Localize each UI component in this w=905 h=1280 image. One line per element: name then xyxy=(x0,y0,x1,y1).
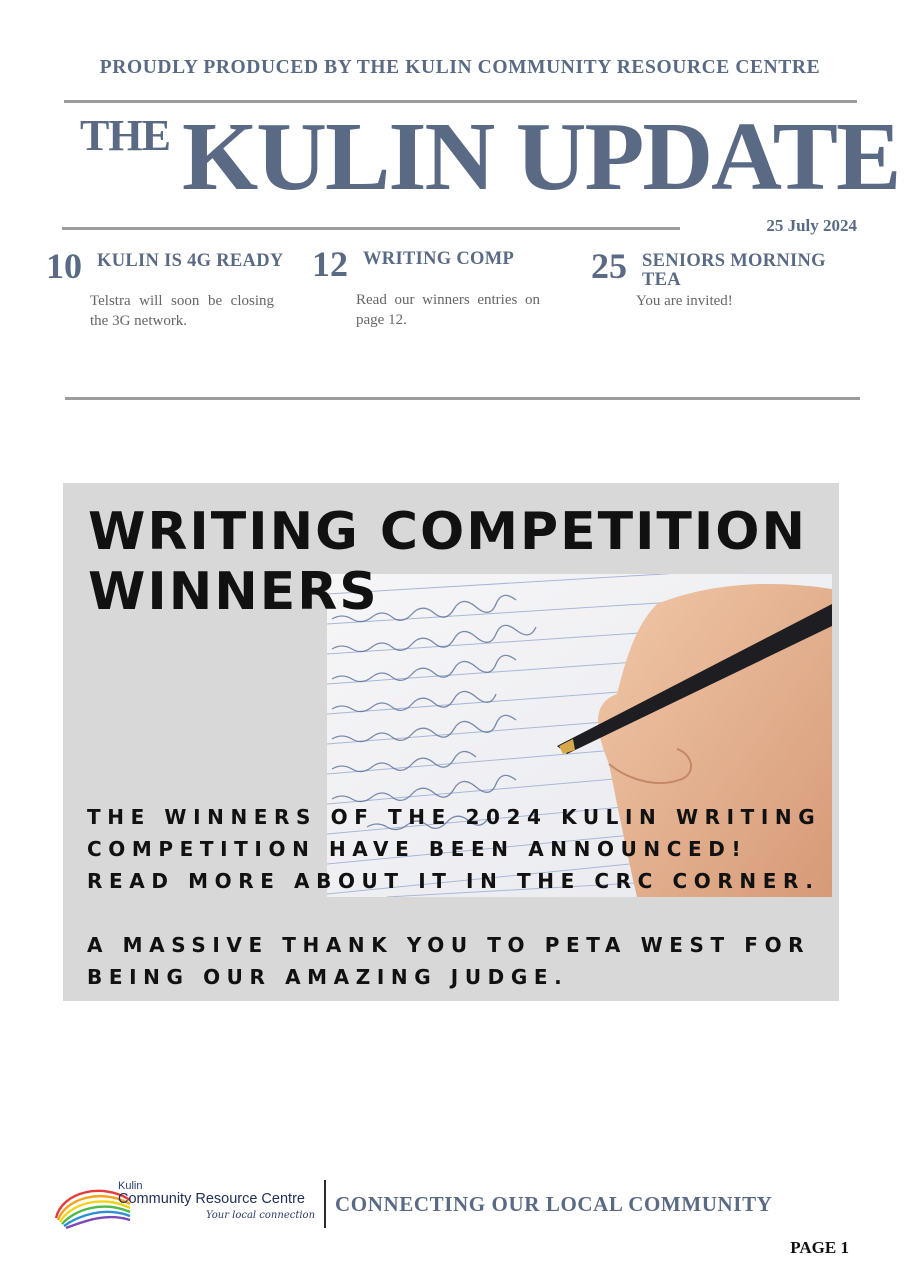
feature-title xyxy=(88,503,807,623)
feature-paragraph-2 xyxy=(87,929,810,993)
teaser-2-headline: WRITING COMP xyxy=(363,249,515,269)
feature-paragraph-1-line-1: THE WINNERS OF THE 2024 KULIN WRITING xyxy=(87,805,822,829)
issue-date: 25 July 2024 xyxy=(766,216,857,235)
teaser-1-headline: KULIN IS 4G READY xyxy=(97,251,284,271)
masthead-title: KULIN UPDATE xyxy=(182,103,900,211)
crc-logo xyxy=(52,1178,327,1230)
feature-paragraph-1 xyxy=(87,801,821,897)
logo-script-text: Your local connection xyxy=(206,1210,316,1221)
teaser-3-page: 25 xyxy=(591,246,627,286)
footer-divider xyxy=(324,1180,326,1228)
masthead-rule xyxy=(62,227,680,230)
feature-title-line2: WINNERS xyxy=(88,561,379,622)
masthead-prefix: THE xyxy=(80,111,170,160)
feature-paragraph-2-line-1: A MASSIVE THANK YOU TO PETA WEST FOR xyxy=(87,933,811,957)
feature-paragraph-1-line-3: READ MORE ABOUT IT IN THE CRC CORNER. xyxy=(87,869,820,893)
teaser-1-page: 10 xyxy=(46,246,82,286)
logo-small-text: Kulin xyxy=(118,1180,143,1192)
tagline: PROUDLY PRODUCED BY THE KULIN COMMUNITY RESOURCE CENTRE xyxy=(99,57,821,78)
teaser-3-headline: SENIORS MORNING TEA xyxy=(642,251,826,291)
footer-slogan: CONNECTING OUR LOCAL COMMUNITY xyxy=(335,1192,773,1216)
teaser-2-page: 12 xyxy=(312,244,348,284)
logo-main-text: Community Resource Centre xyxy=(118,1191,305,1207)
teaser-3-text: You are invited! xyxy=(636,293,733,309)
feature-paragraph-1-line-2: COMPETITION HAVE BEEN ANNOUNCED! xyxy=(87,837,748,861)
page-number: PAGE 1 xyxy=(790,1238,849,1257)
teaser-1-text: Telstra will soon be closing the 3G network. xyxy=(90,293,274,330)
feature-title-line1: WRITING COMPETITION xyxy=(88,502,807,562)
teaser-2-text: Read our winners entries on page 12. xyxy=(356,292,540,329)
teaser-rule xyxy=(65,397,860,400)
feature-paragraph-2-line-2: BEING OUR AMAZING JUDGE. xyxy=(87,965,569,989)
